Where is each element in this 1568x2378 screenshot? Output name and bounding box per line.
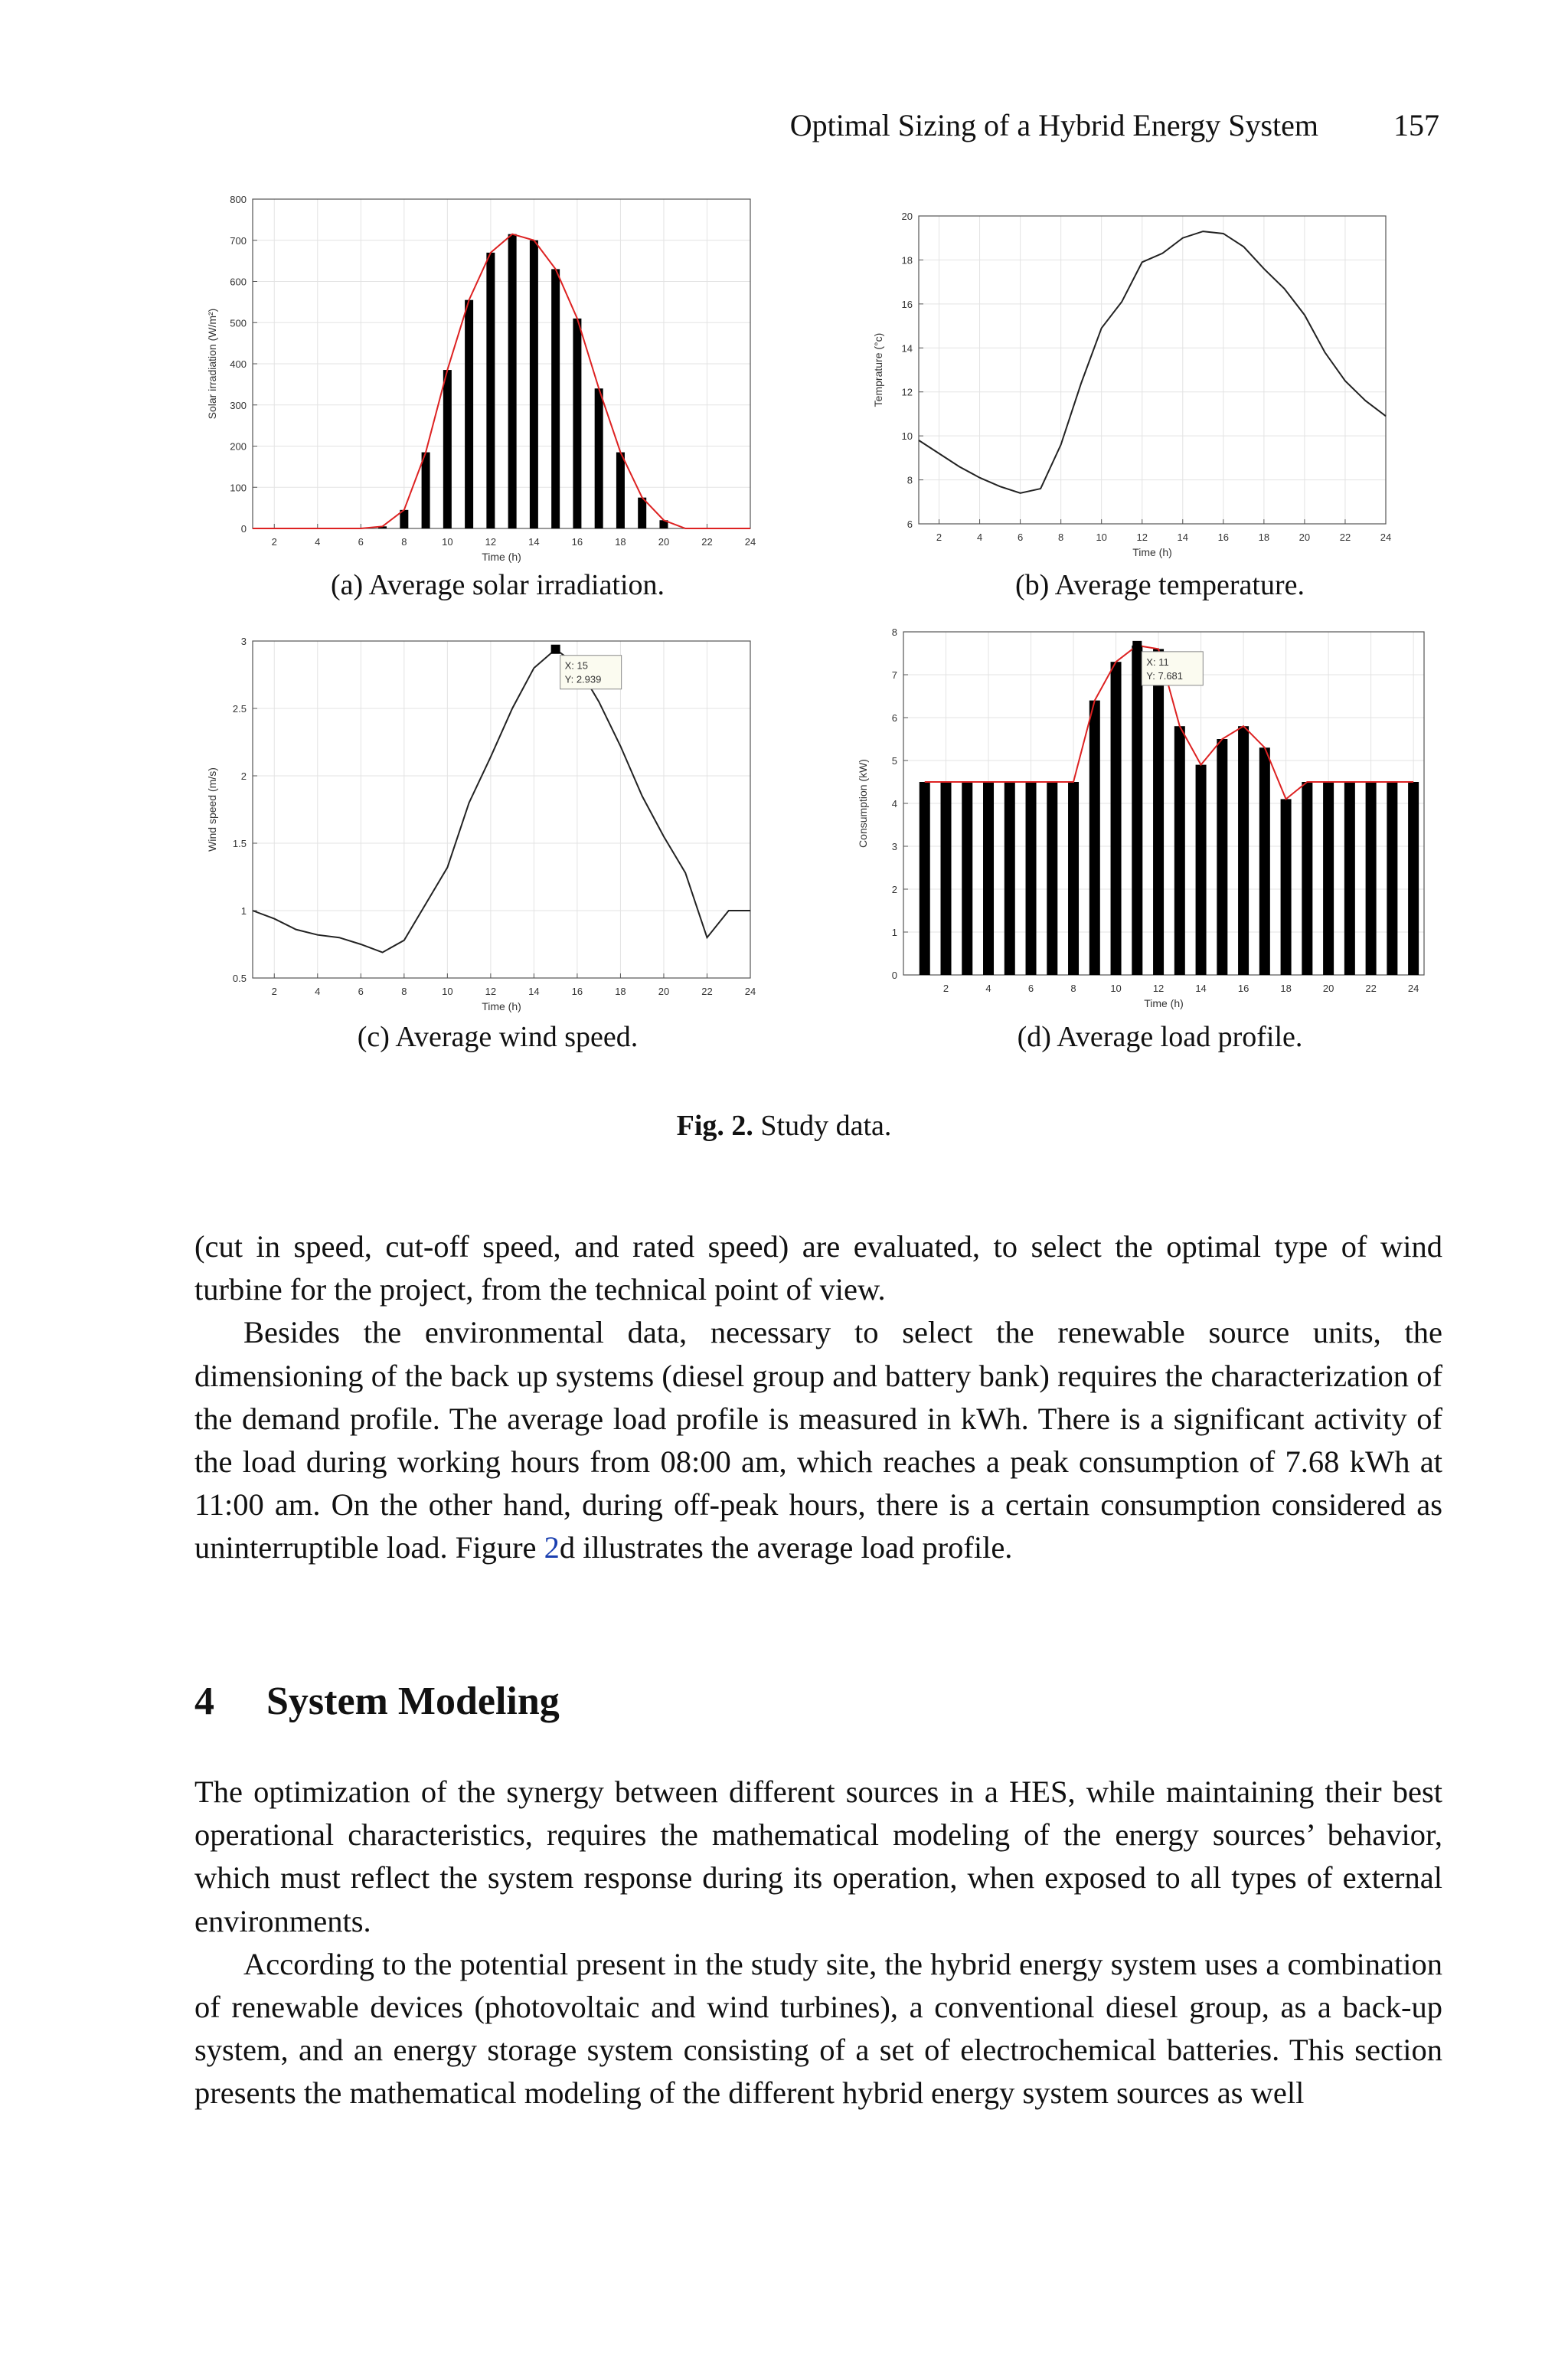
x-tick-label: 2 (271, 536, 277, 548)
x-tick-label: 22 (1339, 532, 1351, 543)
bar (595, 388, 603, 528)
paragraph: According to the potential present in the study site, the hybrid energy system uses a combination of renewable devices (photovoltaic and wind turbines), a conventional diesel group, as a back-up system, and an energy storage system consisting of a set of electrochemical batteries. This section presents the mathematical modeling of the different hybrid energy system sources as well (194, 1946, 1442, 2111)
y-tick-label: 3 (240, 636, 247, 647)
chart-a-svg (199, 191, 766, 563)
x-tick-label: 2 (271, 986, 277, 997)
y-axis-label: Wind speed (m/s) (206, 767, 218, 852)
section-heading (194, 1679, 560, 1724)
x-tick-label: 6 (1027, 983, 1034, 994)
x-tick-label: 20 (1322, 983, 1334, 994)
x-tick-label: 16 (1237, 983, 1250, 994)
y-tick-label: 1 (891, 927, 897, 938)
datatip-x: X: 15 (564, 659, 589, 672)
bar (1111, 662, 1122, 975)
y-tick-label: 6 (906, 518, 913, 530)
chart-c-svg (199, 632, 766, 1022)
y-tick-label: 0 (891, 970, 897, 981)
bar (1217, 739, 1227, 975)
bar (508, 234, 517, 528)
plot-frame (253, 641, 750, 978)
bar (1089, 701, 1100, 975)
line-series (919, 231, 1386, 493)
y-axis-label: Solar irradiation (W/m²) (206, 308, 218, 420)
figure-caption (0, 1109, 1568, 1143)
x-tick-label: 10 (1110, 983, 1122, 994)
datatip-marker (551, 645, 560, 654)
bar (1366, 782, 1377, 975)
y-tick-label: 200 (230, 440, 247, 453)
y-tick-label: 8 (891, 626, 897, 638)
x-tick-label: 20 (1298, 532, 1311, 543)
paragraph: (cut in speed, cut-off speed, and rated speed) are evaluated, to select the optimal type of wind turbine for the project, from the technical point of view. (194, 1229, 1442, 1307)
x-tick-label: 2 (936, 532, 942, 543)
plot-frame (919, 216, 1386, 524)
x-axis-label: Time (h) (1144, 997, 1184, 1009)
y-tick-label: 1 (240, 905, 247, 917)
x-tick-label: 18 (1280, 983, 1292, 994)
bar (1132, 646, 1142, 975)
x-tick-label: 16 (1217, 532, 1230, 543)
datatip-marker (1132, 641, 1142, 650)
y-tick-label: 2 (240, 770, 247, 782)
y-tick-label: 2 (891, 884, 897, 895)
x-tick-label: 12 (485, 536, 497, 548)
chart-d (857, 624, 1432, 1019)
bar (1323, 782, 1334, 975)
y-tick-label: 0.5 (232, 973, 247, 984)
y-tick-label: 14 (901, 342, 913, 355)
running-title: Optimal Sizing of a Hybrid Energy System (789, 108, 1318, 142)
y-tick-label: 3 (891, 841, 897, 852)
running-head (0, 107, 1568, 146)
y-tick-label: 800 (230, 194, 247, 205)
figure-label: Fig. 2. (676, 1110, 753, 1142)
subcaption-a: (a) Average solar irradiation. (330, 569, 665, 601)
x-tick-label: 14 (1195, 983, 1207, 994)
bar (530, 240, 538, 528)
subcaption-b: (b) Average temperature. (1014, 569, 1305, 601)
x-tick-label: 4 (315, 536, 321, 548)
bar (1259, 747, 1270, 975)
bar (1026, 782, 1037, 975)
bar (1408, 782, 1419, 975)
bar (1344, 782, 1355, 975)
chart-a (199, 191, 766, 563)
x-tick-label: 4 (315, 986, 321, 997)
line-series (253, 649, 750, 953)
bar (920, 782, 930, 975)
subcaption-d: (d) Average load profile. (1017, 1021, 1303, 1053)
x-tick-label: 16 (571, 536, 583, 548)
x-tick-label: 2 (942, 983, 949, 994)
bar (616, 453, 625, 528)
bar (1302, 782, 1312, 975)
bar (1238, 726, 1249, 975)
y-axis-label: Temprature (°c) (872, 332, 884, 407)
x-tick-label: 24 (1407, 983, 1419, 994)
bar (486, 253, 495, 528)
y-tick-label: 700 (230, 234, 247, 247)
x-tick-label: 12 (1136, 532, 1148, 543)
x-tick-label: 6 (358, 536, 364, 548)
y-tick-label: 10 (901, 430, 913, 443)
x-tick-label: 18 (1258, 532, 1270, 543)
x-tick-label: 12 (485, 986, 497, 997)
x-tick-label: 22 (1365, 983, 1377, 994)
x-tick-label: 10 (1096, 532, 1107, 543)
y-tick-label: 12 (901, 386, 913, 398)
x-axis-label: Time (h) (482, 551, 521, 563)
x-tick-label: 14 (528, 536, 540, 548)
x-tick-label: 20 (658, 536, 670, 548)
bar (443, 370, 452, 528)
x-tick-label: 8 (1070, 983, 1076, 994)
y-tick-label: 0 (240, 523, 247, 535)
bar (1174, 726, 1185, 975)
page-number: 157 (1393, 108, 1439, 142)
paragraph-text: d illustrates the average load profile. (559, 1530, 1013, 1565)
x-tick-label: 8 (1058, 532, 1064, 543)
paragraph-text: Besides the environmental data, necessary to select the renewable source units, the dimensioning of the back up systems (diesel group and battery bank) requires the characterization of the demand profile. The average load profile is measured in kWh. There is a significant activity of the load during working hours from 08:00 am, which reaches a peak consumption of 7.68 kWh at 11:00 am. On the other hand, during off-peak hours, there is a certain consumption considered as uninterruptible load. Figure (194, 1315, 1442, 1565)
bar (638, 498, 646, 528)
y-tick-label: 300 (230, 399, 247, 411)
x-tick-label: 14 (1177, 532, 1189, 543)
x-tick-label: 8 (401, 986, 407, 997)
y-tick-label: 1.5 (232, 838, 247, 849)
chart-b-svg (872, 207, 1401, 559)
body-text-upper (194, 1225, 1442, 1570)
datatip-y: Y: 2.939 (564, 673, 602, 685)
y-tick-label: 4 (891, 798, 897, 810)
bar (1196, 765, 1207, 975)
bar (1387, 782, 1397, 975)
x-tick-label: 20 (658, 986, 670, 997)
bar (1068, 782, 1079, 975)
subcaption-c: (c) Average wind speed. (357, 1021, 639, 1053)
datatip-x: X: 11 (1146, 656, 1169, 668)
x-axis-label: Time (h) (1132, 546, 1172, 558)
y-tick-label: 20 (901, 211, 913, 222)
chart-d-svg (857, 624, 1432, 1019)
y-tick-label: 100 (230, 482, 247, 494)
x-tick-label: 24 (1380, 532, 1392, 543)
section-number: 4 (194, 1680, 214, 1723)
x-tick-label: 4 (976, 532, 983, 543)
bar (1047, 782, 1057, 975)
x-axis-label: Time (h) (482, 1000, 521, 1012)
x-tick-label: 24 (744, 986, 756, 997)
red-line-series (253, 234, 750, 528)
bar (941, 782, 952, 975)
bar (962, 782, 972, 975)
y-tick-label: 18 (901, 254, 913, 267)
x-tick-label: 10 (442, 986, 453, 997)
x-tick-label: 18 (615, 536, 626, 548)
x-tick-label: 22 (701, 536, 713, 548)
x-tick-label: 16 (571, 986, 583, 997)
bar (1281, 799, 1292, 975)
x-tick-label: 10 (442, 536, 453, 548)
bar (1004, 782, 1015, 975)
x-tick-label: 4 (985, 983, 991, 994)
bar (1153, 649, 1164, 975)
figure-reference-link[interactable]: 2 (544, 1530, 560, 1565)
y-tick-label: 500 (230, 317, 247, 329)
y-tick-label: 16 (901, 298, 913, 310)
bar (551, 269, 560, 528)
y-tick-label: 600 (230, 276, 247, 288)
chart-c (199, 632, 766, 1022)
y-tick-label: 8 (906, 474, 913, 486)
x-tick-label: 8 (401, 536, 407, 548)
body-text-lower (194, 1771, 1442, 2115)
y-tick-label: 2.5 (232, 703, 247, 715)
y-tick-label: 6 (891, 712, 897, 724)
section-title: System Modeling (266, 1680, 560, 1723)
figure-caption-text: Study data. (760, 1110, 892, 1142)
datatip-y: Y: 7.681 (1146, 669, 1184, 682)
chart-b (872, 207, 1401, 559)
paragraph (194, 1311, 1442, 1569)
y-axis-label: Consumption (kW) (857, 759, 869, 848)
x-tick-label: 24 (744, 536, 756, 548)
y-tick-label: 7 (891, 669, 897, 681)
x-tick-label: 6 (358, 986, 364, 997)
x-tick-label: 14 (528, 986, 540, 997)
bar (422, 453, 430, 528)
bar (465, 300, 473, 528)
bar (983, 782, 994, 975)
x-tick-label: 22 (701, 986, 713, 997)
y-tick-label: 400 (230, 358, 247, 370)
paragraph: The optimization of the synergy between different sources in a HES, while maintaining their best operational characteristics, requires the mathematical modeling of the energy sources’ behavior, which must reflect the system response during its operation, when exposed to all types of external environments. (194, 1775, 1442, 1938)
x-tick-label: 18 (615, 986, 626, 997)
x-tick-label: 12 (1152, 983, 1165, 994)
x-tick-label: 6 (1017, 532, 1024, 543)
y-tick-label: 5 (891, 755, 897, 767)
bar (573, 319, 581, 528)
